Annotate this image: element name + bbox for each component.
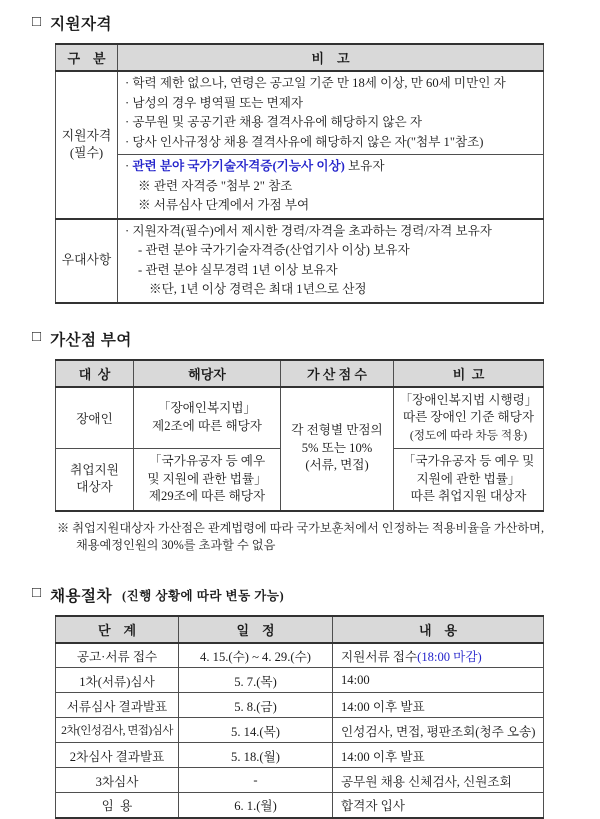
- process-stage: 공고·서류 접수: [56, 643, 179, 668]
- bonus-table: [55, 359, 544, 512]
- qual-bullet-license: [125, 157, 536, 177]
- process-stage: 1차(서류)심사: [56, 668, 179, 693]
- process-row-doc-result: [56, 693, 544, 718]
- bonus-header-who: 해당자: [134, 360, 281, 387]
- pref-dash-experience: - 관련 분야 실무경력 1년 이상 보유자: [138, 262, 338, 277]
- bonus-target-veteran: [56, 449, 134, 511]
- checkbox-bullet-icon: □: [32, 585, 42, 601]
- qualification-table: [55, 43, 544, 304]
- section-bonus-title: [32, 328, 600, 350]
- section-qualifications-title: [32, 12, 600, 34]
- bonus-row-disabled: [56, 387, 544, 449]
- bonus-note-veteran-l3: 따른 취업지원 대상자: [410, 489, 527, 503]
- section-title-subtitle: (진행 상황에 따라 변동 가능): [121, 588, 285, 603]
- process-content-deadline: (18:00 마감): [417, 649, 482, 664]
- process-date: 5. 7.(목): [179, 668, 333, 693]
- process-row-third-review: [56, 768, 544, 793]
- process-row-announcement: [56, 643, 544, 668]
- bonus-who-disabled: [134, 387, 281, 449]
- bonus-note-veteran-l1: 「국가유공자 등 예우 및: [402, 454, 535, 468]
- process-stage: 임 용: [56, 793, 179, 818]
- process-content: 인성검사, 면접, 평판조회(청주 오송): [333, 718, 544, 743]
- qual-required-label-line2: (필수): [69, 145, 104, 160]
- process-header-content: 내 용: [333, 616, 544, 643]
- qual-required-label: [56, 71, 118, 219]
- process-content: 14:00 이후 발표: [333, 693, 544, 718]
- bonus-note-disabled-l2: 따른 장애인 기준 해당자: [402, 410, 535, 424]
- bullet-dot: ·: [125, 159, 130, 173]
- qual-license-highlight: 관련 분야 국가기술자격증(기능사 이상): [132, 159, 345, 173]
- process-date: -: [179, 768, 333, 793]
- bonus-header-points: 가 산 점 수: [281, 360, 394, 387]
- qual-row-preferred: [56, 219, 544, 303]
- bonus-footnote-line1: ※ 취업지원대상자 가산점은 관계법령에 따라 국가보훈처에서 인정하는 적용비율을 가산하며,: [57, 520, 544, 535]
- process-stage: 서류심사 결과발표: [56, 693, 179, 718]
- process-date: 5. 18.(월): [179, 743, 333, 768]
- pref-dash-license: - 관련 분야 국가기술자격증(산업기사 이상) 보유자: [138, 243, 410, 257]
- qual-preferred-cell: [118, 219, 544, 303]
- process-row-appointment: [56, 793, 544, 818]
- qual-bullet-military: · 남성의 경우 병역필 또는 면제자: [125, 95, 304, 110]
- bonus-points-l3: (서류, 면접): [305, 458, 369, 473]
- process-date: 5. 14.(목): [179, 718, 333, 743]
- process-header-stage: 단 계: [56, 616, 179, 643]
- bonus-header-note: 비 고: [394, 360, 544, 387]
- qual-header-category: 구 분: [56, 44, 118, 71]
- qual-note-bonus: ※ 서류심사 단계에서 가점 부여: [138, 198, 310, 212]
- process-content: 14:00 이후 발표: [333, 743, 544, 768]
- qual-preferred-label: 우대사항: [56, 219, 118, 303]
- process-table: [55, 615, 544, 819]
- process-content: 14:00: [333, 668, 544, 693]
- process-date: 5. 8.(금): [179, 693, 333, 718]
- bonus-who-disabled-l1: 「장애인복지법」: [157, 401, 257, 416]
- checkbox-bullet-icon: □: [32, 13, 42, 30]
- process-content: 공무원 채용 신체검사, 신원조회: [333, 768, 544, 793]
- bonus-note-veteran: [394, 449, 544, 511]
- qual-header-note: 비 고: [118, 44, 544, 71]
- bonus-who-veteran-l2: 및 지원에 관한 법률」: [147, 471, 267, 486]
- bonus-note-disabled: [394, 387, 544, 449]
- process-content: 합격자 입사: [333, 793, 544, 818]
- process-stage: 2차심사 결과발표: [56, 743, 179, 768]
- bonus-footnote-line2: 채용예정인원의 30%를 초과할 수 없음: [76, 537, 276, 552]
- process-stage: 3차심사: [56, 768, 179, 793]
- process-header-date: 일 정: [179, 616, 333, 643]
- bonus-who-disabled-l2: 제2조에 따른 해당자: [152, 418, 262, 433]
- qual-bullet-company-rule: · 당사 인사규정상 채용 결격사유에 해당하지 않은 자("첨부 1"참조): [125, 134, 484, 149]
- process-row-second-review: [56, 718, 544, 743]
- bonus-note-disabled-l1: 「장애인복지법 시행령」: [399, 392, 538, 407]
- qual-required-basic-cell: [118, 71, 544, 155]
- qual-header-row: [56, 44, 544, 71]
- bonus-footnote: [57, 520, 600, 554]
- bonus-points-cell: [281, 387, 394, 511]
- checkbox-bullet-icon: □: [32, 329, 42, 345]
- process-row-first-review: [56, 668, 544, 693]
- qual-bullet-education: · 학력 제한 없으나, 연령은 공고일 기준 만 18세 이상, 만 60세 미만인 자: [125, 76, 506, 90]
- qual-bullet-public: · 공무원 및 공공기관 채용 결격사유에 해당하지 않은 자: [125, 115, 423, 129]
- bonus-who-veteran-l1: 「국가유공자 등 예우: [148, 454, 266, 468]
- qual-note-attachment2: ※ 관련 자격증 "첨부 2" 참조: [138, 178, 293, 193]
- section-title-text: 채용절차: [50, 587, 112, 605]
- pref-note-max-year: ※단, 1년 이상 경력은 최대 1년으로 산정: [149, 282, 367, 296]
- section-process-title: [32, 584, 600, 606]
- process-date: 6. 1.(월): [179, 793, 333, 818]
- pref-bullet-exceed: · 지원자격(필수)에서 제시한 경력/자격을 초과하는 경력/자격 보유자: [125, 223, 492, 238]
- qual-row-required-b: [56, 155, 544, 219]
- qual-license-rest: 보유자: [348, 159, 385, 173]
- bonus-note-disabled-l3: (정도에 따라 차등 적용): [409, 428, 528, 442]
- qual-required-label-line1: 지원자격: [61, 128, 112, 143]
- bonus-header-target: 대 상: [56, 360, 134, 387]
- qual-required-license-cell: [118, 155, 544, 219]
- process-row-second-result: [56, 743, 544, 768]
- bonus-who-veteran-l3: 제29조에 따른 해당자: [148, 489, 266, 503]
- section-title-text: 가산점 부여: [50, 331, 132, 349]
- bonus-who-veteran: [134, 449, 281, 511]
- process-content: [333, 643, 544, 668]
- bonus-target-veteran-l2: 대상자: [76, 480, 113, 495]
- process-header-row: [56, 616, 544, 643]
- bonus-points-l1: 각 전형별 만점의: [291, 423, 383, 438]
- process-stage: 2차(인성검사, 면접)심사: [56, 718, 179, 743]
- bonus-points-l2: 5% 또는 10%: [301, 440, 373, 455]
- qual-row-required-a: [56, 71, 544, 155]
- bonus-note-veteran-l2: 지원에 관한 법률」: [416, 471, 521, 486]
- section-title-text: 지원자격: [50, 16, 112, 33]
- bonus-target-veteran-l1: 취업지원: [70, 462, 119, 477]
- bonus-target-disabled: 장애인: [56, 387, 134, 449]
- process-date: 4. 15.(수) ~ 4. 29.(수): [179, 643, 333, 668]
- process-content-text: 지원서류 접수: [341, 649, 418, 664]
- bonus-header-row: [56, 360, 544, 387]
